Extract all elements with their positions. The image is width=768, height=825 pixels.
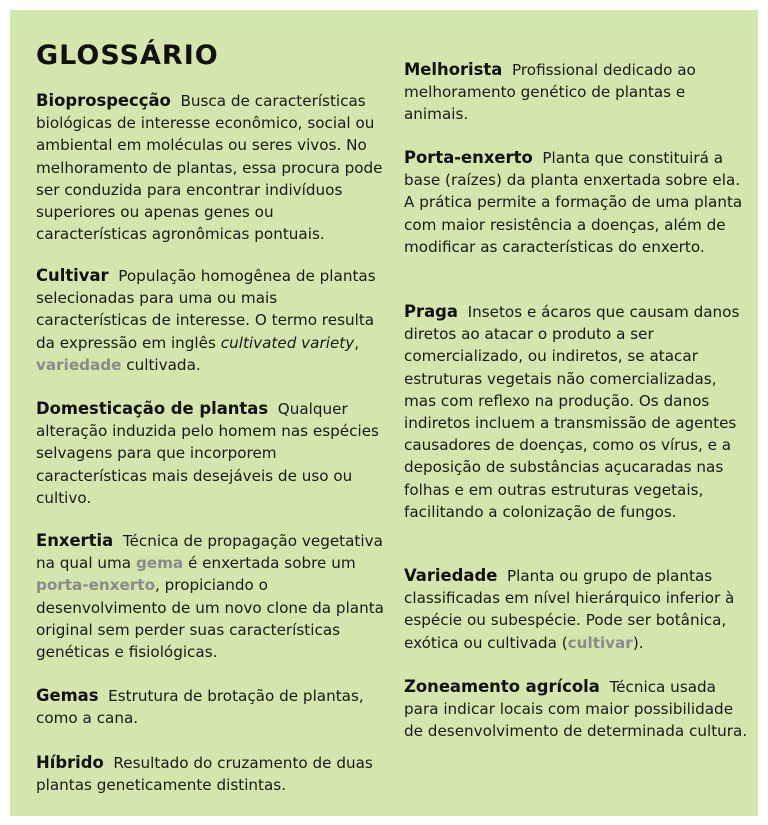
entry-praga xyxy=(404,301,749,523)
entry-gemas xyxy=(36,685,386,729)
term-zoneamento: Zoneamento agrícola xyxy=(404,677,600,696)
def-cultivar-a: População homogênea de plantas selecionadas para uma ou mais características de interesse. O termo resulta da expressão em inglês xyxy=(36,267,376,352)
entry-porta-enxerto xyxy=(404,147,749,258)
def-enxertia-c: , propiciando o desenvolvimento de um novo clone da planta original sem perder suas características genéticas e fisiológicas. xyxy=(36,576,384,662)
term-bioprospeccao: Bioprospecção xyxy=(36,91,171,110)
term-cultivar: Cultivar xyxy=(36,266,109,285)
def-cultivar-b: cultivada. xyxy=(126,355,201,374)
def-cultivar-comma: , xyxy=(354,333,360,352)
def-gemas: Estrutura de brotação de plantas, como a cana. xyxy=(36,687,364,728)
entry-variedade xyxy=(404,565,749,654)
ref-gema[interactable]: gema xyxy=(135,554,184,573)
def-hibrido: Resultado do cruzamento de duas plantas geneticamente distintas. xyxy=(36,754,373,795)
def-enxertia-a: Técnica de propagação vegetativa na qual uma xyxy=(36,532,383,573)
ref-cultivar[interactable]: cultivar xyxy=(567,633,633,652)
term-variedade: Variedade xyxy=(404,566,498,585)
def-cultivar-italic: cultivated variety xyxy=(220,333,355,352)
term-hibrido: Híbrido xyxy=(36,753,104,772)
entry-enxertia xyxy=(36,530,386,663)
entry-melhorista xyxy=(404,59,749,126)
def-domesticacao: Qualquer alteração induzida pelo homem nas espécies selvagens para que incorporem características mais desejáveis de uso ou cultivo. xyxy=(36,400,379,507)
def-variedade-a: Planta ou grupo de plantas classificadas em nível hierárquico inferior à espécie ou subespécie. Pode ser botânica, exótica ou cultivada ( xyxy=(404,567,735,652)
def-porta-enxerto: Planta que constituirá a base (raízes) da planta enxertada sobre ela. A prática permite a formação de uma planta com maior resistência a doenças, além de modificar as características do enxerto. xyxy=(404,149,743,256)
term-enxertia: Enxertia xyxy=(36,531,114,550)
term-porta-enxerto: Porta-enxerto xyxy=(404,148,533,167)
def-praga: Insetos e ácaros que causam danos diretos ao atacar o produto a ser comercializado, ou indiretos, se atacar estruturas vegetais não comercializadas, mas com reflexo na produção. Os danos indiretos incluem a transmissão de agentes causadores de doenças, como os vírus, e a deposição de substâncias açucaradas nas folhas e em outras estruturas vegetais, facilitando a colonização de fungos. xyxy=(404,303,740,521)
term-gemas: Gemas xyxy=(36,686,99,705)
ref-variedade[interactable]: variedade xyxy=(36,355,122,374)
entry-zoneamento xyxy=(404,676,749,743)
ref-porta-enxerto[interactable]: porta-enxerto xyxy=(36,576,156,595)
glossary-title: GLOSSÁRIO xyxy=(36,40,219,71)
def-zoneamento: Técnica usada para indicar locais com maior possibilidade de desenvolvimento de determinada cultura. xyxy=(404,678,748,741)
def-enxertia-b: é enxertada sobre um xyxy=(188,554,356,573)
def-variedade-b: ). xyxy=(632,633,644,652)
def-bioprospeccao: Busca de características biológicas de interesse econômico, social ou ambiental em moléculas ou seres vivos. No melhoramento de plantas, essa procura pode ser conduzida para encontrar indivíduos superiores ou apenas genes ou características agronômicas pontuais. xyxy=(36,92,383,244)
term-domesticacao: Domesticação de plantas xyxy=(36,399,269,418)
entry-domesticacao xyxy=(36,398,386,509)
entry-cultivar xyxy=(36,265,386,376)
term-praga: Praga xyxy=(404,302,458,321)
def-melhorista: Profissional dedicado ao melhoramento genético de plantas e animais. xyxy=(404,61,696,124)
entry-bioprospeccao xyxy=(36,90,386,245)
glossary-panel xyxy=(10,10,758,816)
term-melhorista: Melhorista xyxy=(404,60,503,79)
entry-hibrido xyxy=(36,752,386,796)
